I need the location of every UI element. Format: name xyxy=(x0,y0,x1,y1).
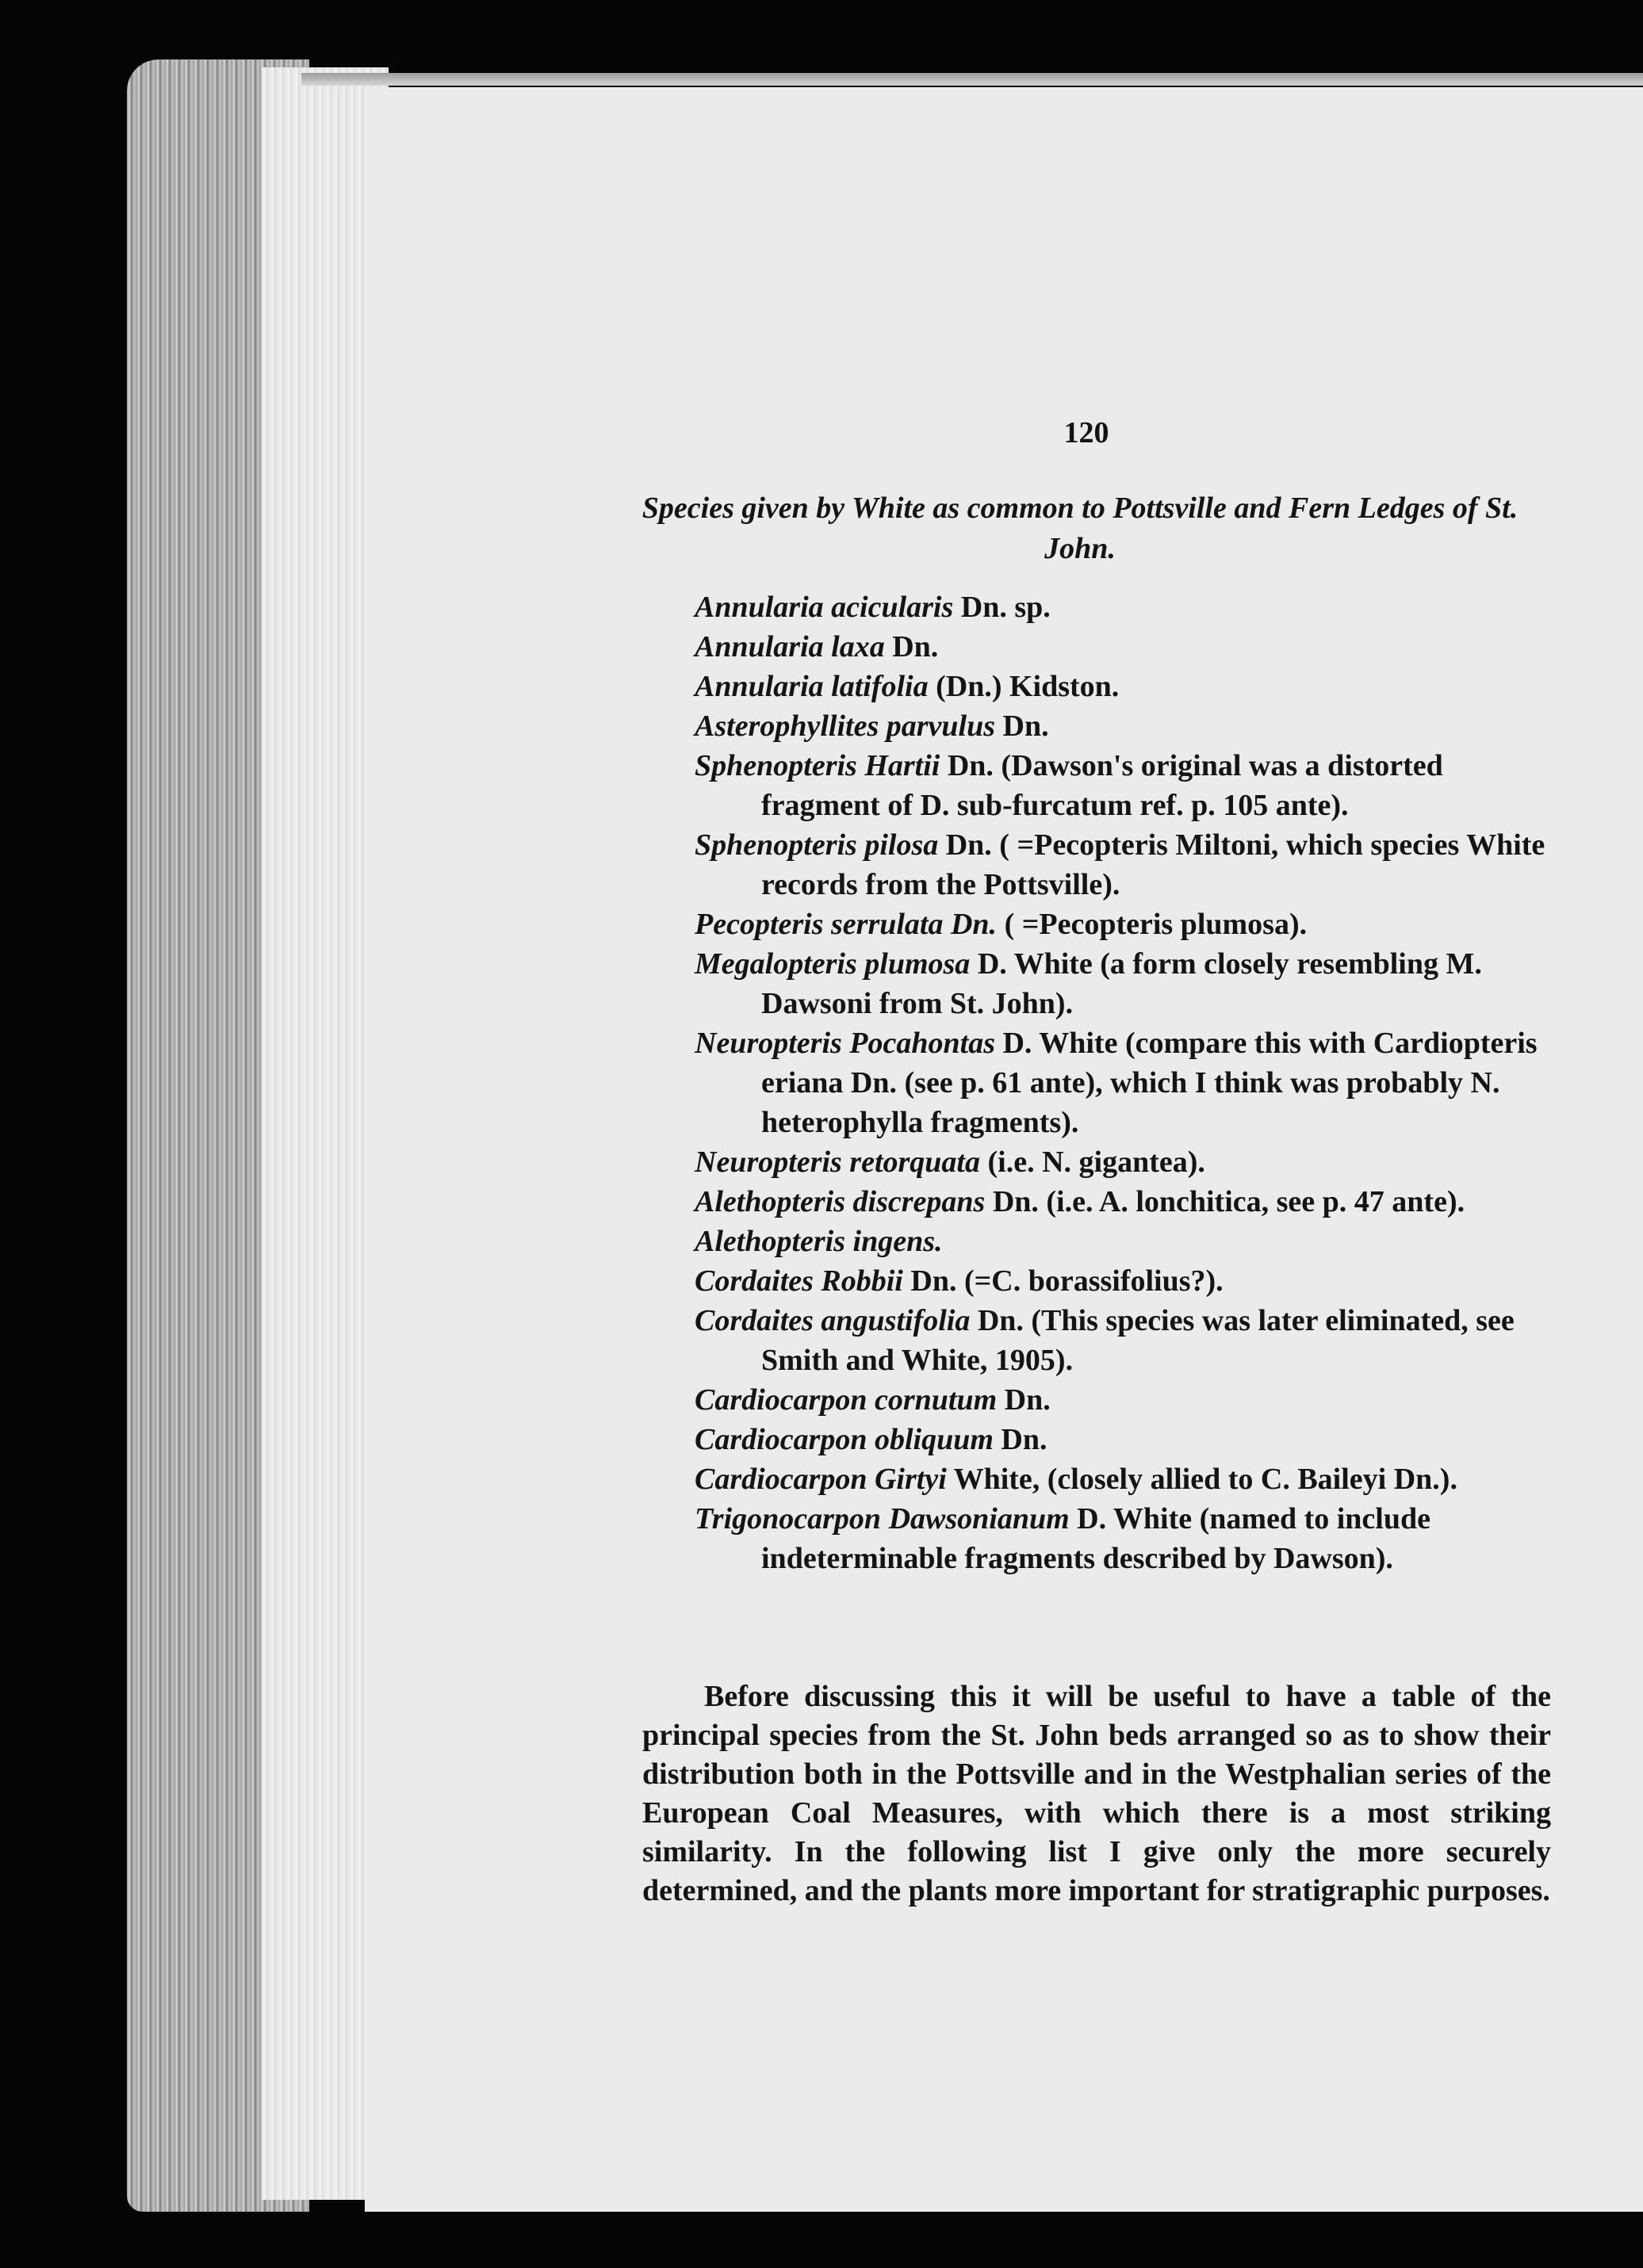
list-item xyxy=(695,1459,1551,1499)
list-item xyxy=(695,667,1551,706)
list-item xyxy=(695,1301,1551,1380)
species-note: D. White (a form closely resembling M. Dawsoni from St. John). xyxy=(761,947,1482,1020)
species-name: Neuropteris retorquata xyxy=(695,1145,980,1179)
list-item xyxy=(695,587,1551,627)
list-item xyxy=(695,1420,1551,1459)
species-name: Megalopteris plumosa xyxy=(695,947,971,981)
list-item xyxy=(695,1499,1551,1578)
species-name: Pecopteris serrulata Dn. xyxy=(695,908,998,941)
species-name: Sphenopteris Hartii xyxy=(695,749,940,782)
species-name: Alethopteris discrepans xyxy=(695,1185,986,1218)
species-note: Dn. (This species was later eliminated, see Smith and White, 1905). xyxy=(761,1304,1515,1377)
species-name: Sphenopteris pilosa xyxy=(695,828,939,862)
species-name: Cardiocarpon Girtyi xyxy=(695,1463,947,1496)
species-note: Dn. (Dawson's original was a distorted fragment of D. sub-furcatum ref. p. 105 ante). xyxy=(761,749,1443,822)
list-item xyxy=(695,1023,1551,1142)
species-name: Annularia laxa xyxy=(695,630,885,664)
species-note: Dn. ( =Pecopteris Miltoni, which species White records from the Pottsville). xyxy=(761,828,1545,901)
species-note: D. White (compare this with Cardiopteris eriana Dn. (see p. 61 ante), which I think was probably N. heterophylla fragments). xyxy=(761,1027,1538,1139)
species-note: ( =Pecopteris plumosa). xyxy=(997,908,1308,941)
species-name: Cardiocarpon cornutum xyxy=(695,1383,998,1417)
list-item xyxy=(695,944,1551,1023)
list-item xyxy=(695,1222,1551,1261)
species-name: Annularia latifolia xyxy=(695,670,929,703)
page-number: 120 xyxy=(1063,416,1109,449)
page-top-edge xyxy=(301,73,1643,86)
species-note: Dn. xyxy=(884,630,939,664)
list-item xyxy=(695,627,1551,667)
species-note: (i.e. N. gigantea). xyxy=(979,1145,1205,1179)
species-name: Cordaites Robbii xyxy=(695,1264,903,1298)
species-note: Dn. (i.e. A. lonchitica, see p. 47 ante). xyxy=(985,1185,1465,1218)
species-note: White, (closely allied to C. Baileyi Dn.). xyxy=(946,1463,1457,1496)
species-note: Dn. xyxy=(993,1423,1047,1456)
species-note: D. White (named to include indeterminable fragments described by Dawson). xyxy=(761,1502,1430,1575)
section-heading: Species given by White as common to Pottsville and Fern Ledges of St. John. xyxy=(641,491,1519,565)
species-name: Cordaites angustifolia xyxy=(695,1304,971,1337)
list-item xyxy=(695,706,1551,746)
species-name: Neuropteris Pocahontas xyxy=(695,1027,995,1060)
list-item xyxy=(695,825,1551,905)
list-item xyxy=(695,1182,1551,1222)
species-note: Dn. sp. xyxy=(953,591,1051,624)
list-item xyxy=(695,1261,1551,1301)
species-name: Cardiocarpon obliquum xyxy=(695,1423,994,1456)
species-note: Dn. (=C. borassifolius?). xyxy=(902,1264,1224,1298)
species-name: Trigonocarpon Dawsonianum xyxy=(695,1502,1070,1536)
list-item xyxy=(695,1380,1551,1420)
species-list xyxy=(695,587,1551,1578)
species-name: Annularia acicularis xyxy=(695,591,954,624)
species-name: Asterophyllites parvulus xyxy=(695,709,995,743)
species-note: (Dn.) Kidston. xyxy=(928,670,1120,703)
list-item xyxy=(695,1142,1551,1182)
species-note: Dn. xyxy=(995,709,1049,743)
body-paragraph: Before discussing this it will be useful to have a table of the principal species from the St. John beds arranged so as to show their distribution both in the Pottsville and in the Westphalian series of the European Coal Measures, with which there is a most striking similarity. In the following list I give only the more securely determined, and the plants more important for stratigraphic purposes. xyxy=(642,1680,1551,1907)
list-item xyxy=(695,905,1551,944)
species-note: Dn. xyxy=(997,1383,1051,1417)
list-item xyxy=(695,746,1551,825)
species-name: Alethopteris ingens. xyxy=(695,1225,943,1258)
